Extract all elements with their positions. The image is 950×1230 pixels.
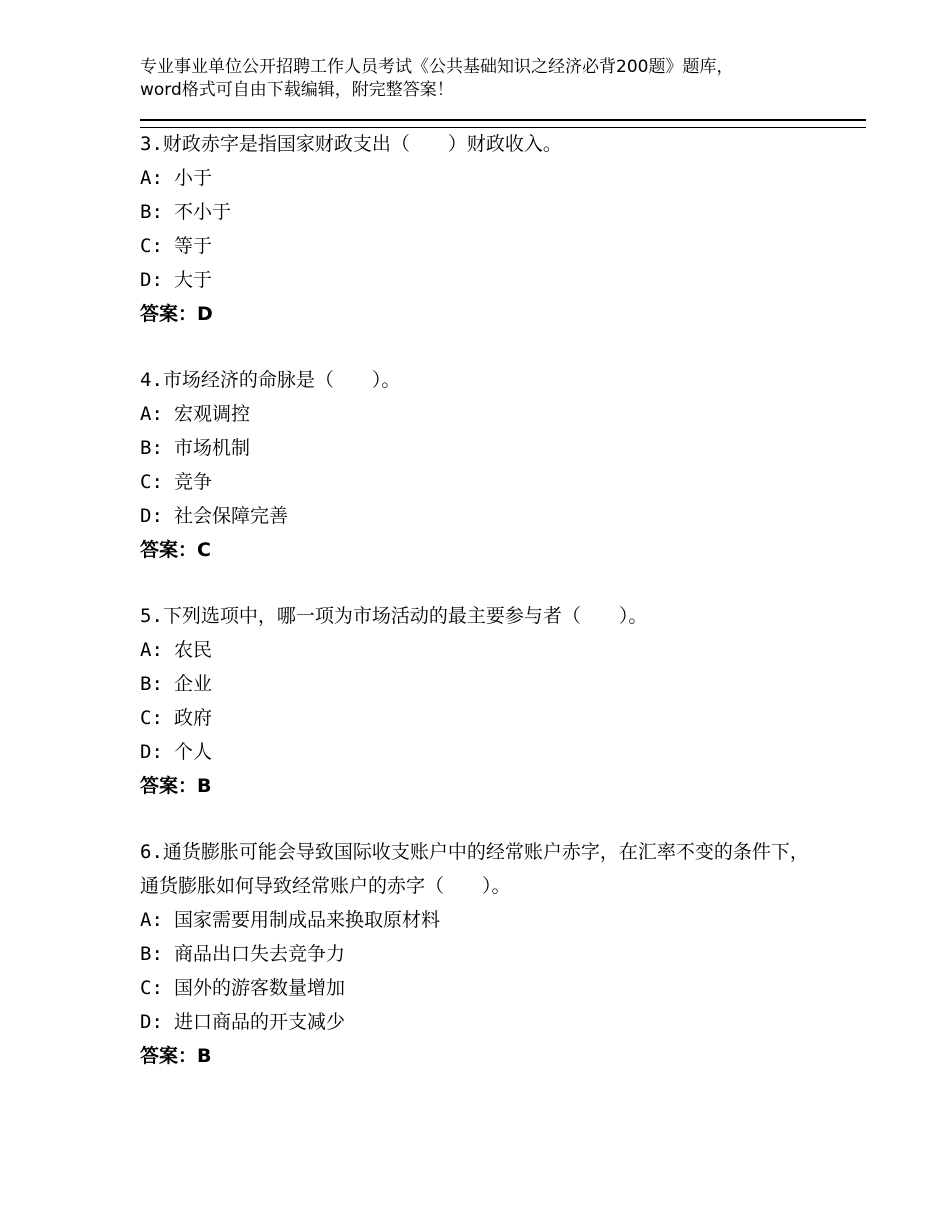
option-text: 竞争 [174, 471, 213, 493]
option-text: 市场机制 [174, 437, 251, 459]
option-d [140, 1005, 820, 1039]
question-3 [140, 127, 820, 331]
option-text: 宏观调控 [174, 403, 251, 425]
option-d [140, 263, 820, 297]
option-key: D: [140, 1011, 163, 1033]
answer-label: 答案：C [140, 539, 211, 561]
document-header: 专业事业单位公开招聘工作人员考试《公共基础知识之经济必背200题》题库，word格式可自由下载编辑，附完整答案！ [140, 57, 734, 100]
option-key: A: [140, 167, 163, 189]
answer-label: 答案：D [140, 303, 213, 325]
option-text: 政府 [174, 707, 213, 729]
option-key: B: [140, 437, 163, 459]
option-a [140, 397, 820, 431]
option-c [140, 701, 820, 735]
answer-label: 答案：B [140, 1045, 212, 1067]
option-key: A: [140, 909, 163, 931]
option-key: A: [140, 403, 163, 425]
question-list [140, 127, 820, 1105]
option-key: D: [140, 741, 163, 763]
option-text: 个人 [174, 741, 213, 763]
option-a [140, 161, 820, 195]
option-key: B: [140, 673, 163, 695]
option-key: C: [140, 471, 163, 493]
option-key: A: [140, 639, 163, 661]
option-text: 等于 [174, 235, 213, 257]
question-stem: 4.市场经济的命脉是（ ）。 [140, 369, 401, 391]
question-stem: 3.财政赤字是指国家财政支出（ ）财政收入。 [140, 133, 562, 155]
answer-label: 答案：B [140, 775, 212, 797]
option-text: 大于 [174, 269, 213, 291]
option-a [140, 633, 820, 667]
option-d [140, 499, 820, 533]
option-key: B: [140, 943, 163, 965]
option-text: 国家需要用制成品来换取原材料 [174, 909, 441, 931]
option-a [140, 903, 820, 937]
question-stem: 5.下列选项中，哪一项为市场活动的最主要参与者（ ）。 [140, 605, 648, 627]
option-key: D: [140, 269, 163, 291]
option-key: C: [140, 235, 163, 257]
question-stem: 6.通货膨胀可能会导致国际收支账户中的经常账户赤字，在汇率不变的条件下，通货膨胀如何导致经常账户的赤字（ ）。 [140, 841, 809, 897]
option-b [140, 195, 820, 229]
option-text: 不小于 [174, 201, 232, 223]
option-text: 农民 [174, 639, 213, 661]
option-c [140, 229, 820, 263]
option-text: 进口商品的开支减少 [174, 1011, 346, 1033]
option-text: 小于 [174, 167, 213, 189]
option-text: 商品出口失去竞争力 [174, 943, 346, 965]
option-key: C: [140, 977, 163, 999]
option-text: 社会保障完善 [174, 505, 289, 527]
option-b [140, 667, 820, 701]
option-text: 国外的游客数量增加 [174, 977, 346, 999]
option-text: 企业 [174, 673, 213, 695]
option-b [140, 937, 820, 971]
option-b [140, 431, 820, 465]
question-4 [140, 363, 820, 567]
option-key: D: [140, 505, 163, 527]
option-c [140, 465, 820, 499]
question-5 [140, 599, 820, 803]
question-6 [140, 835, 820, 1073]
option-c [140, 971, 820, 1005]
option-key: C: [140, 707, 163, 729]
option-key: B: [140, 201, 163, 223]
option-d [140, 735, 820, 769]
